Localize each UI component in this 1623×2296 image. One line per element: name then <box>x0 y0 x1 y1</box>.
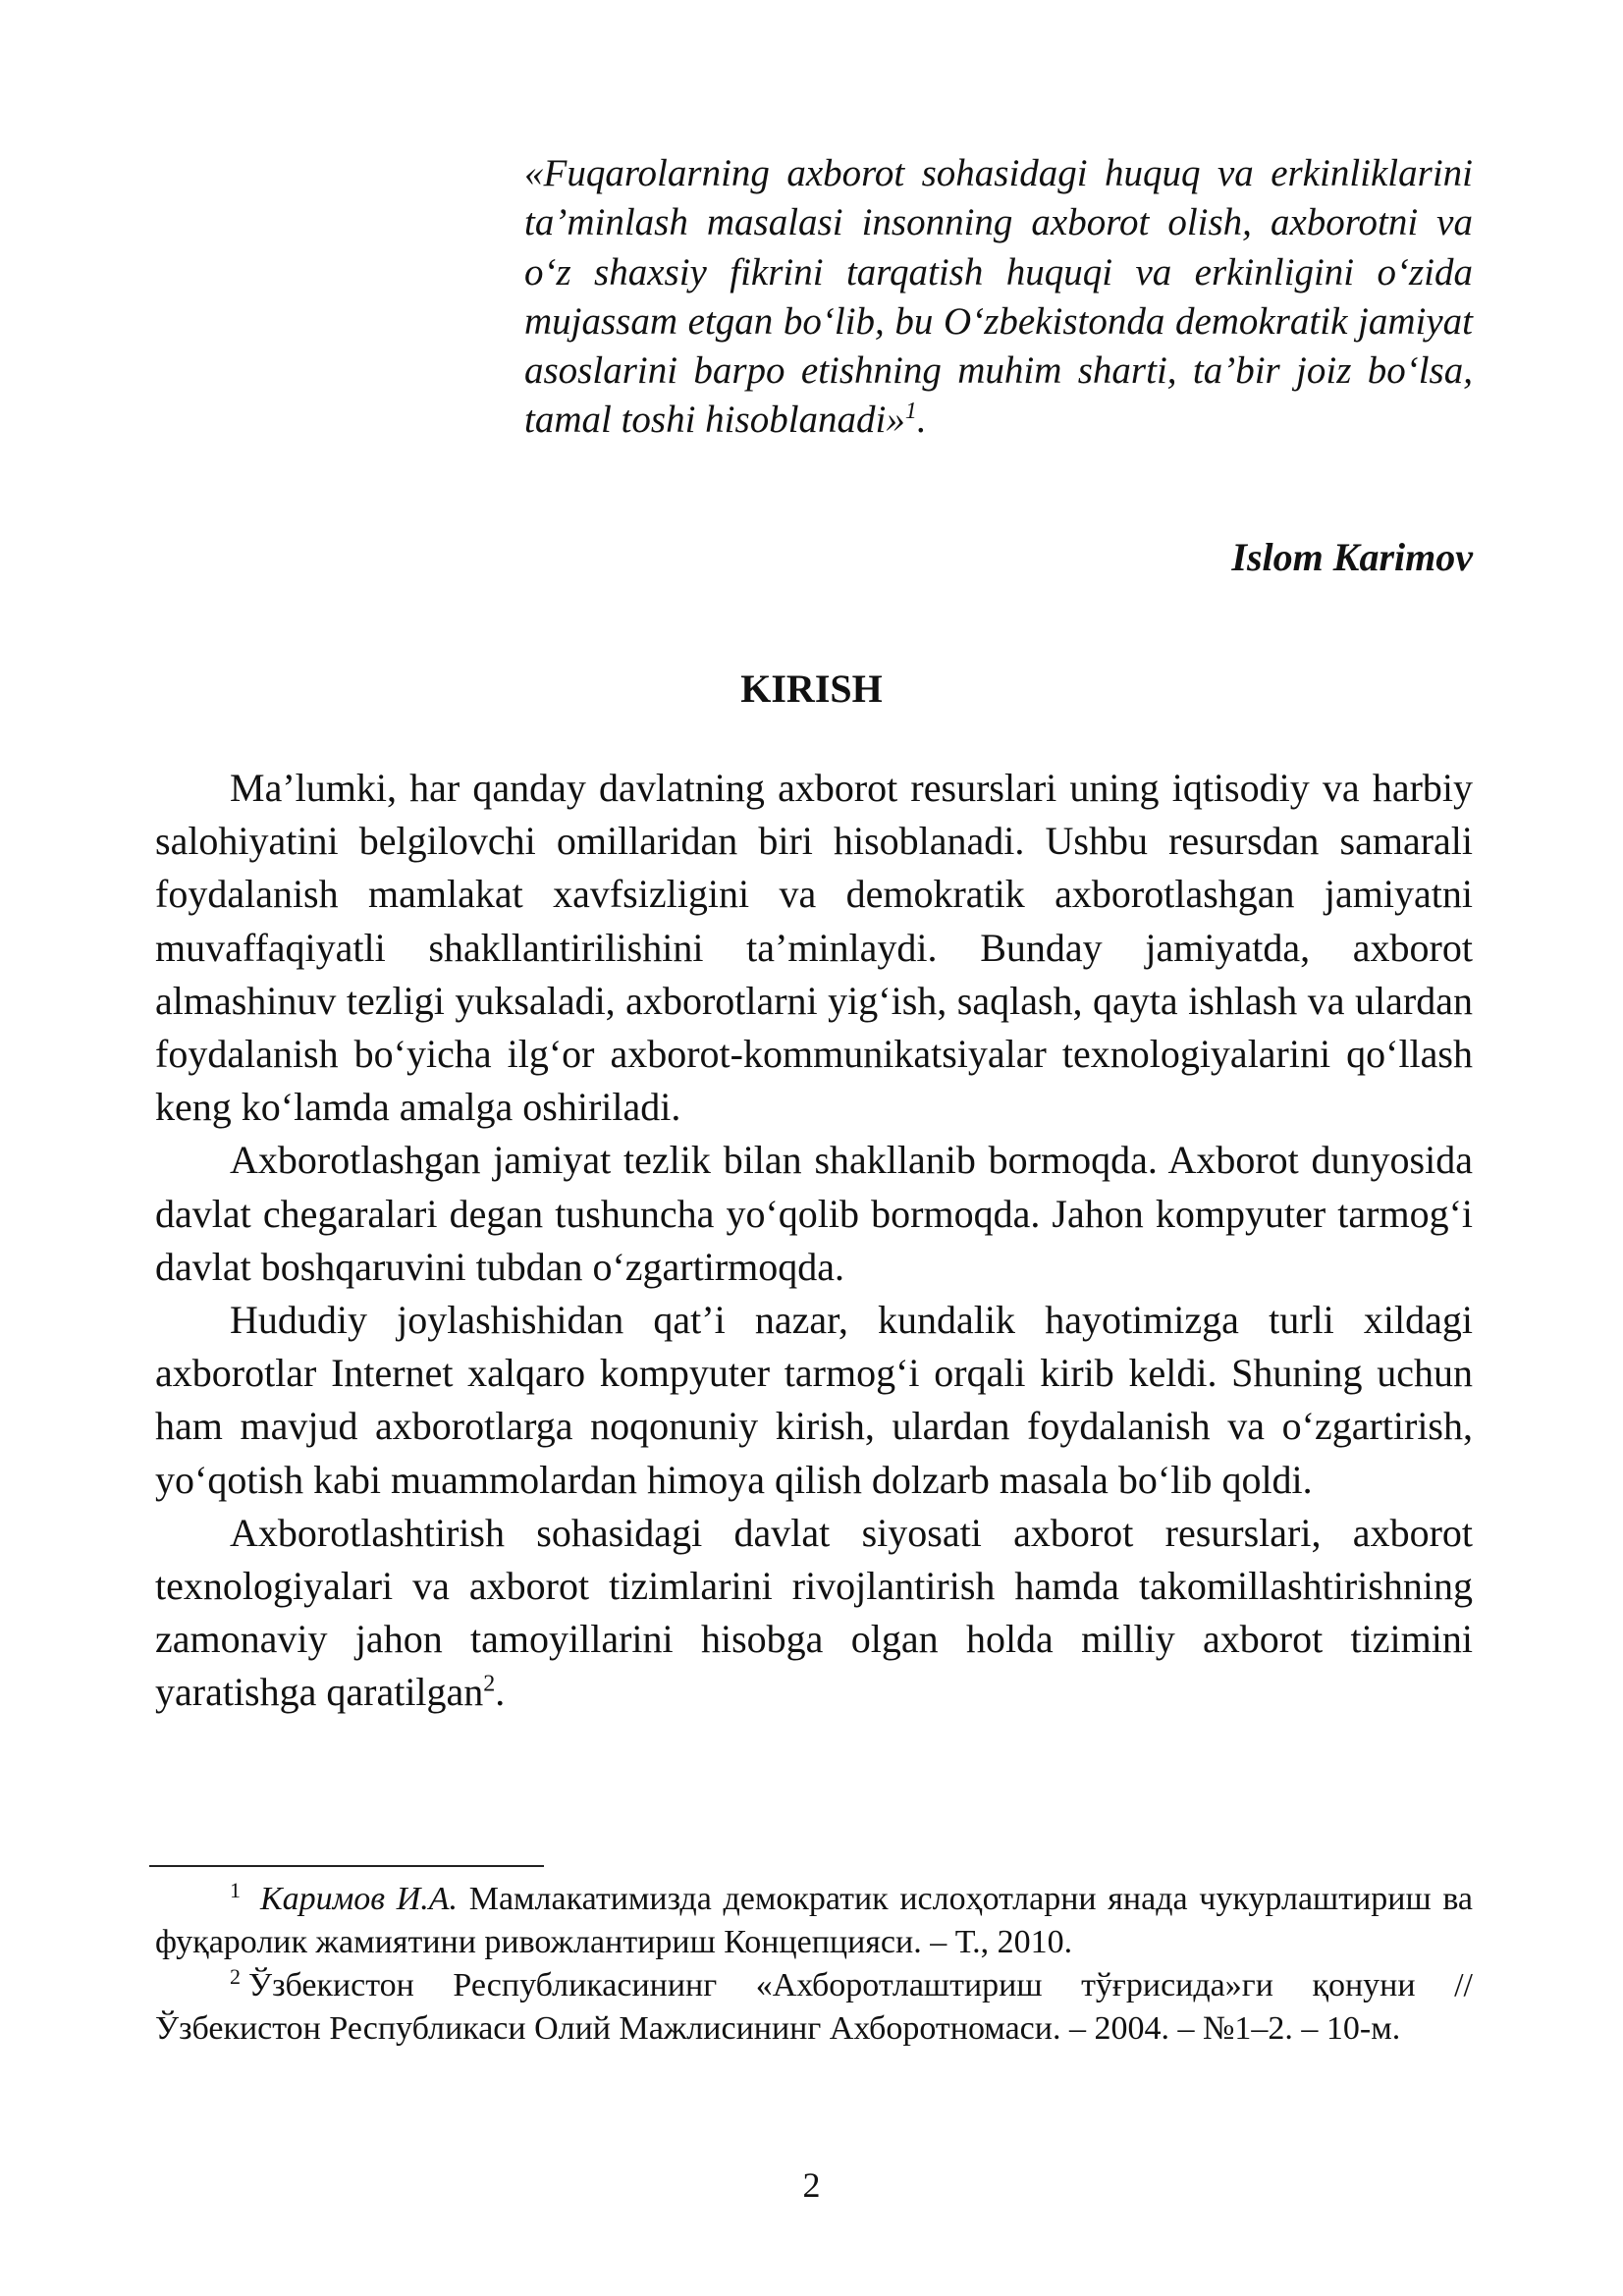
footnote-2-number: 2 <box>230 1963 241 1989</box>
footnote-1-number: 1 <box>230 1877 241 1902</box>
paragraph-4-footnote-ref[interactable]: 2 <box>483 1672 496 1698</box>
page-number: 2 <box>802 2165 821 2205</box>
section-heading: KIRISH <box>740 667 883 711</box>
epigraph-quote <box>524 149 1473 446</box>
paragraph-2: Axborotlashgan jamiyat tezlik bilan shakllanib bormoqda. Axborot dunyosida davlat chegaralari degan tushuncha yo‘qolib bormoqda. Jahon kompyuter tarmog‘i davlat boshqaruvini tubdan o‘zgartirmoqda. <box>155 1138 1473 1289</box>
epigraph-text: «Fuqarolarning axborot sohasidagi huquq va erkinliklarini ta’minlash masalasi insonning axborot olish, axborotni va o‘z shaxsiy fikrini tarqatish huquqi va erkinligini o‘zida mujassam etgan bo‘lib, bu O‘zbekistonda demokratik jamiyat asoslarini barpo etishning muhim sharti, ta’bir joiz bo‘lsa, tamal toshi hisoblanadi» <box>524 152 1473 442</box>
body-text <box>155 762 1473 1720</box>
footnote-1-author: Каримов И.А. <box>260 1881 459 1917</box>
epigraph-footnote-ref[interactable]: 1 <box>904 399 917 425</box>
paragraph-4-text: Axborotlashtirish sohasidagi davlat siyosati axborot resurslari, axborot texnologiyalari va axborot tizimlarini rivojlantirish hamda takomillashtirishning zamonaviy jahon tamoyillarini hisobga olgan holda milliy axborot tizimini yaratishga qaratilgan <box>155 1510 1473 1715</box>
footnotes <box>155 1878 1473 2051</box>
footnote-separator <box>149 1865 544 1867</box>
footnote-1-text: Мамлакатимизда демократик ислоҳотларни янада чукурлаштириш ва фуқаролик жамиятини ривожлантириш Концепцияси. – Т., 2010. <box>155 1881 1474 1960</box>
footnote-1 <box>155 1878 1473 1964</box>
paragraph-4 <box>155 1507 1473 1720</box>
paragraph-4-end: . <box>495 1670 506 1715</box>
paragraph-3: Hududiy joylashishidan qat’i nazar, kundalik hayotimizga turli xildagi axborotlar Internet xalqaro kompyuter tarmog‘i orqali kirib keldi. Shuning uchun ham mavjud axborotlarga noqonuniy kirish, ulardan foydalanish va o‘zgartirish, yo‘qotish kabi muammolardan himoya qilish dolzarb masala bo‘lib qoldi. <box>155 1298 1473 1502</box>
epigraph-end: . <box>916 399 927 442</box>
footnote-2-text: Ўзбекистон Республикасининг «Ахборотлаштириш тўғрисида»ги қонуни // Ўзбекистон Республикаси Олий Мажлисининг Ахборотномаси. – 2004. – №1–2. – 10-м. <box>155 1967 1473 2047</box>
paragraph-1: Ma’lumki, har qanday davlatning axborot resurslari uning iqtisodiy va harbiy salohiyatini belgilovchi omillaridan biri hisoblanadi. Ushbu resursdan samarali foydalanish mamlakat xavfsizligini va demokratik axborotlashgan jamiyatni muvaffaqiyatli shakllantirilishini ta’minlaydi. Bunday jamiyatda, axborot almashinuv tezligi yuksaladi, axborotlarni yig‘ish, saqlash, qayta ishlash va ulardan foydalanish bo‘yicha ilg‘or axborot-kommunikatsiyalar texnologiyalarini qo‘llash keng ko‘lamda amalga oshiriladi. <box>155 766 1473 1130</box>
epigraph-author: Islom Karimov <box>1231 535 1473 579</box>
footnote-2 <box>155 1964 1473 2051</box>
